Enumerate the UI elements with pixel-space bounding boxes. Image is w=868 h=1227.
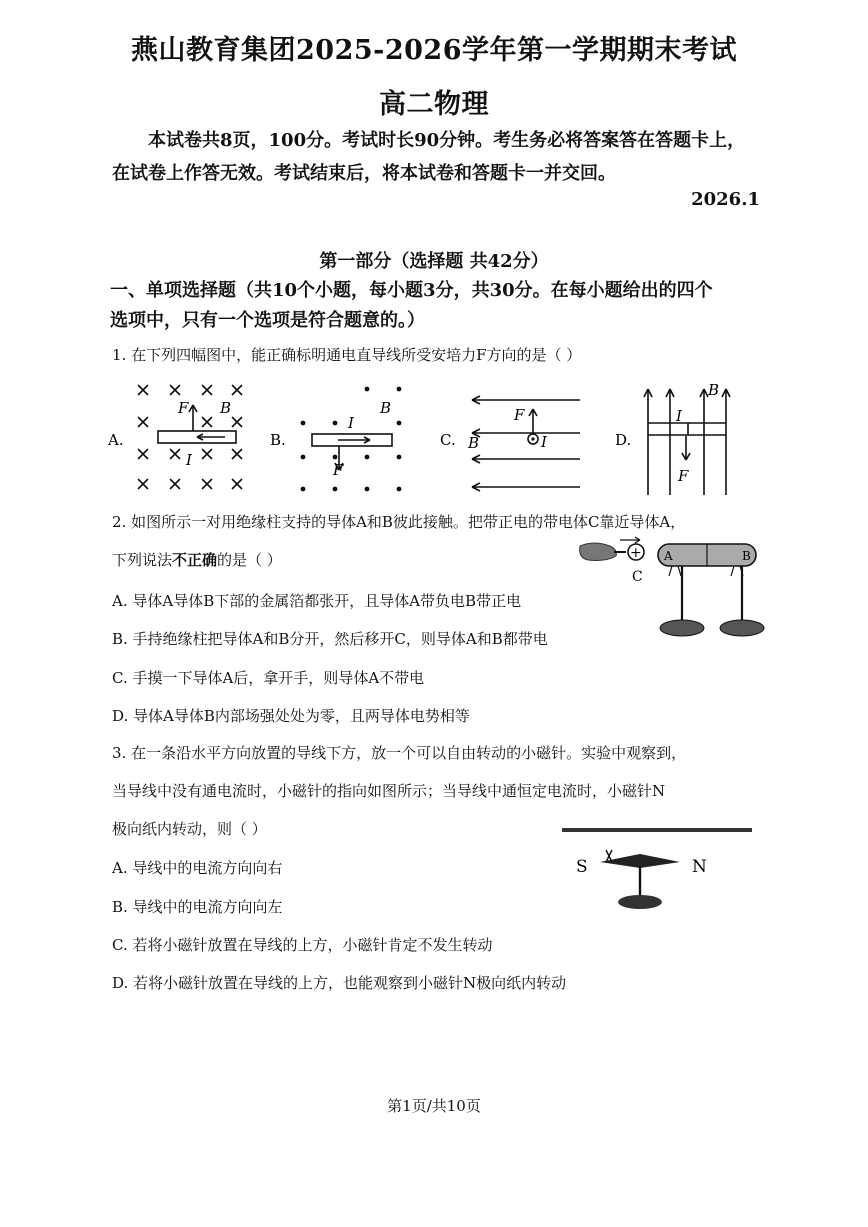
section-heading bbox=[110, 276, 770, 336]
page-footer: 第1页/共10页 bbox=[387, 1097, 481, 1115]
q1-option-d-label: D. bbox=[615, 431, 632, 449]
instructions-line-2: 在试卷上作答无效。考试结束后，将本试卷和答题卡一并交回。 bbox=[112, 163, 616, 184]
question-3-stem-line-2: 当导线中没有通电流时，小磁针的指向如图所示；当导线中通恒定电流时，小磁针N bbox=[112, 782, 666, 800]
q1a-f-label: F bbox=[178, 399, 189, 417]
q2-option-a: A. 导体A导体B下部的金属箔都张开，且导体A带负电B带正电 bbox=[112, 592, 522, 610]
q1-option-b-label: B. bbox=[270, 431, 286, 449]
hand-icon bbox=[580, 543, 617, 561]
q1-figure-c bbox=[472, 396, 580, 491]
q3-option-c: C. 若将小磁针放置在导线的上方，小磁针肯定不发生转动 bbox=[112, 936, 493, 954]
exam-date: 2026.1 bbox=[691, 189, 760, 210]
exam-title: 燕山教育集团2025-2026学年第一学期期末考试 bbox=[131, 35, 737, 66]
label-n: N bbox=[692, 857, 707, 877]
q1c-f-label: F bbox=[514, 406, 525, 424]
plus-sign: + bbox=[630, 545, 642, 561]
approach-arrow bbox=[620, 537, 640, 543]
q3-option-a: A. 导线中的电流方向向右 bbox=[112, 859, 283, 877]
question-1-figures bbox=[100, 375, 760, 505]
label-b: B bbox=[742, 549, 751, 563]
q2-option-c: C. 手摸一下导体A后，拿开手，则导体A不带电 bbox=[112, 669, 425, 687]
label-s: S bbox=[576, 857, 588, 877]
exam-instructions bbox=[112, 124, 772, 190]
q1c-i-label: I bbox=[541, 433, 547, 451]
question-2-stem-line-1: 2. 如图所示一对用绝缘柱支持的导体A和B彼此接触。把带正电的带电体C靠近导体A， bbox=[112, 513, 686, 531]
q1d-b-label: B bbox=[708, 381, 720, 399]
force-arrow-d bbox=[682, 436, 690, 460]
compass-base bbox=[618, 895, 662, 909]
question-3-figure bbox=[560, 822, 756, 916]
q3-option-d: D. 若将小磁针放置在导线的上方，也能观察到小磁针N极向纸内转动 bbox=[112, 974, 567, 992]
q1b-f-label: F bbox=[333, 461, 344, 479]
instructions-line-1: 本试卷共8页，100分。考试时长90分钟。考生务必将答案答在答题卡上， bbox=[148, 130, 746, 151]
q2-stem-emphasis: 不正确 bbox=[172, 551, 218, 569]
q2-stem-pre: 下列说法 bbox=[112, 551, 173, 569]
q2-option-b: B. 手持绝缘柱把导体A和B分开，然后移开C，则导体A和B都带电 bbox=[112, 630, 548, 648]
force-arrow bbox=[189, 405, 197, 431]
current-arrow-b bbox=[338, 437, 370, 443]
q1-option-c-label: C. bbox=[440, 431, 456, 449]
question-3-stem-line-3: 极向纸内转动，则（ ） bbox=[112, 820, 267, 838]
question-2-figure bbox=[574, 534, 770, 644]
q1a-b-label: B bbox=[220, 399, 232, 417]
section-heading-line-2: 选项中，只有一个选项是符合题意的。） bbox=[110, 310, 425, 331]
stand-base-a bbox=[660, 620, 704, 636]
section-heading-line-1: 一、单项选择题（共10个小题，每小题3分，共30分。在每小题给出的四个 bbox=[110, 280, 713, 301]
q1a-i-label: I bbox=[186, 451, 192, 469]
current-arrow bbox=[197, 434, 225, 440]
q2-stem-post: 的是（ ） bbox=[217, 551, 282, 569]
q3-option-b: B. 导线中的电流方向向左 bbox=[112, 898, 283, 916]
q1b-b-label: B bbox=[380, 399, 392, 417]
force-arrow-c bbox=[529, 409, 537, 433]
stand-base-b bbox=[720, 620, 764, 636]
q1b-i-label: I bbox=[348, 414, 354, 432]
question-1-stem: 1. 在下列四幅图中，能正确标明通电直导线所受安培力F方向的是（ ） bbox=[112, 346, 582, 364]
subject-title: 高二物理 bbox=[379, 89, 489, 120]
q1-option-a-label: A. bbox=[108, 431, 124, 449]
question-3-stem-line-1: 3. 在一条沿水平方向放置的导线下方，放一个可以自由转动的小磁针。实验中观察到， bbox=[112, 744, 687, 762]
label-c: C bbox=[632, 569, 643, 585]
q1c-b-label: B bbox=[468, 434, 480, 452]
part-title: 第一部分（选择题 共42分） bbox=[319, 251, 549, 272]
q1d-f-label: F bbox=[678, 467, 689, 485]
q1d-i-label: I bbox=[676, 407, 682, 425]
label-a: A bbox=[664, 549, 673, 563]
question-2-stem-line-2 bbox=[112, 550, 282, 570]
q2-option-d: D. 导体A导体B内部场强处处为零，且两导体电势相等 bbox=[112, 707, 470, 725]
